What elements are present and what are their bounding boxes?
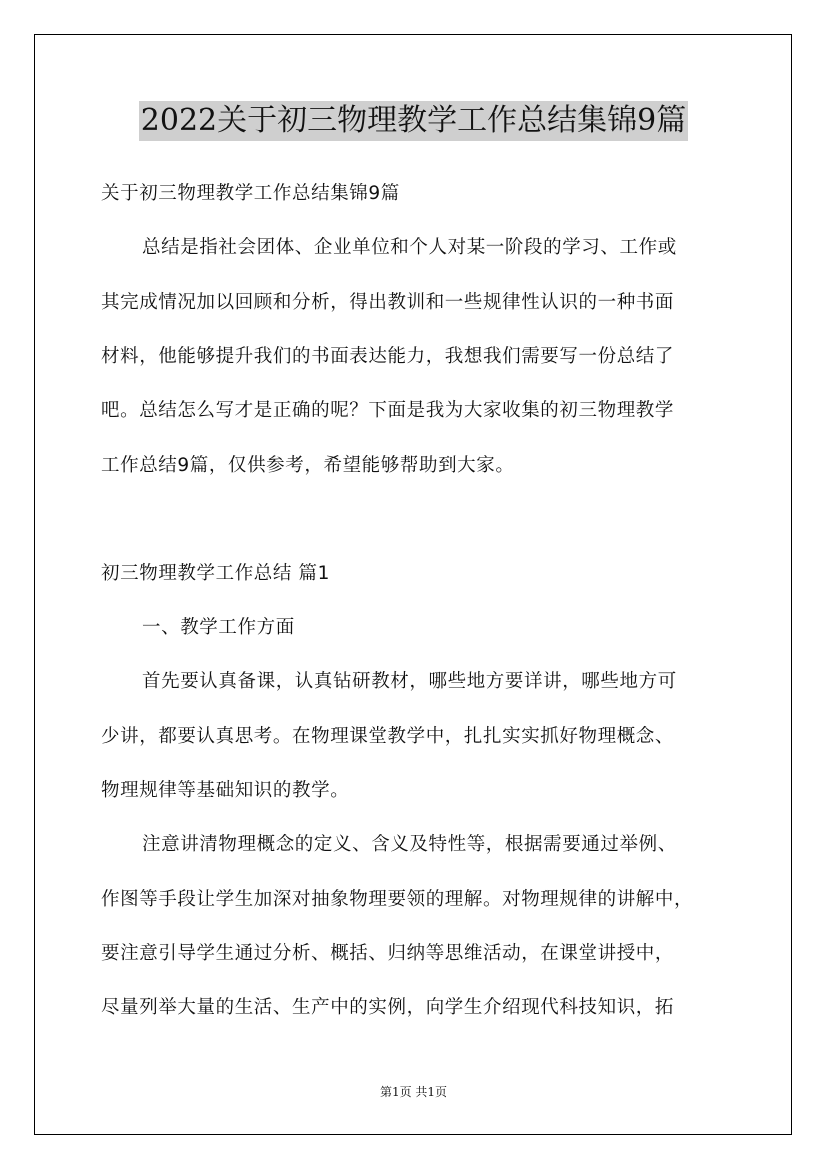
intro-line: 吧。总结怎么写才是正确的呢？下面是我为大家收集的初三物理教学	[101, 400, 675, 421]
sub-heading: 一、教学工作方面	[142, 617, 295, 638]
paragraph-line: 少讲，都要认真思考。在物理课堂教学中，扎扎实实抓好物理概念、	[101, 726, 675, 747]
paragraph-line: 物理规律等基础知识的教学。	[101, 780, 350, 801]
paragraph-line: 作图等手段让学生加深对抽象物理要领的理解。对物理规律的讲解中，	[101, 889, 694, 910]
paragraph-line: 尽量列举大量的生活、生产中的实例，向学生介绍现代科技知识，拓	[101, 997, 675, 1018]
page-number: 第1页 共1页	[379, 1085, 448, 1099]
intro-line: 材料，他能够提升我们的书面表达能力，我想我们需要写一份总结了	[101, 346, 675, 367]
intro-line: 其完成情况加以回顾和分析，得出教训和一些规律性认识的一种书面	[101, 292, 675, 313]
intro-line: 工作总结9篇，仅供参考，希望能够帮助到大家。	[101, 455, 515, 476]
title-container	[0, 101, 827, 141]
document-subtitle: 关于初三物理教学工作总结集锦9篇	[101, 183, 400, 204]
paragraph-line: 首先要认真备课，认真钻研教材，哪些地方要详讲，哪些地方可	[142, 671, 677, 692]
intro-line: 总结是指社会团体、企业单位和个人对某一阶段的学习、工作或	[142, 237, 677, 258]
document-title: 2022关于初三物理教学工作总结集锦9篇	[139, 101, 688, 141]
paragraph-line: 要注意引导学生通过分析、概括、归纳等思维活动，在课堂讲授中，	[101, 943, 675, 964]
paragraph-line: 注意讲清物理概念的定义、含义及特性等，根据需要通过举例、	[142, 834, 677, 855]
section-heading: 初三物理教学工作总结 篇1	[101, 563, 330, 584]
